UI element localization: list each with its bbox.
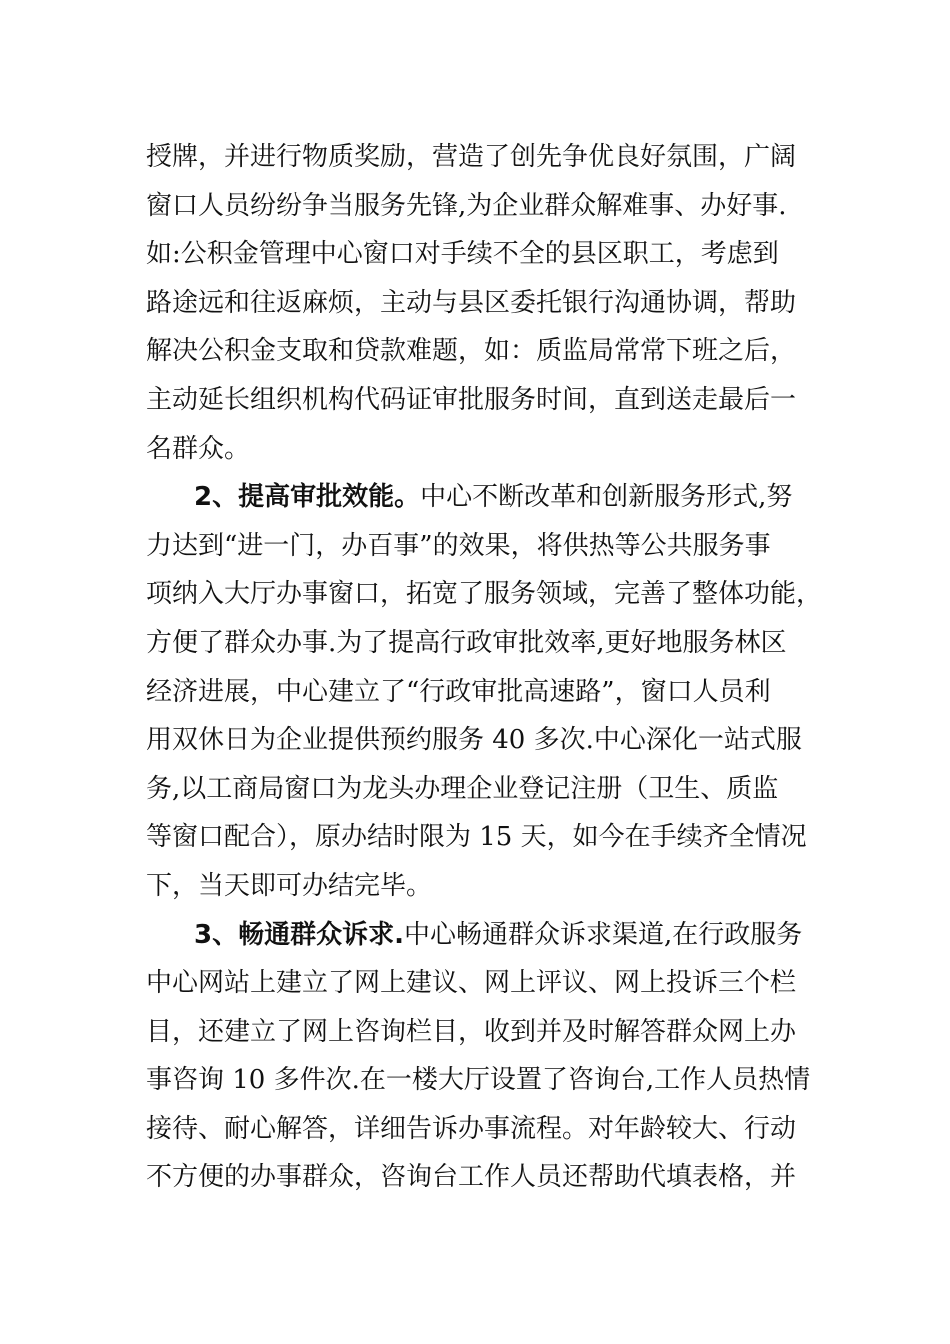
section-2-first-line: [146, 473, 811, 522]
paragraph-line: 务,以工商局窗口为龙头办理企业登记注册（卫生、质监: [146, 773, 779, 804]
paragraph-line: 力达到“进一门，办百事”的效果，将供热等公共服务事: [146, 530, 771, 561]
paragraph-line: 授牌，并进行物质奖励，营造了创先争优良好氛围，广阔: [146, 142, 797, 172]
paragraph-line: 不方便的办事群众，咨询台工作人员还帮助代填表格，并: [146, 1162, 797, 1193]
section-2-heading: 2、提高审批效能。: [194, 482, 421, 513]
paragraph-line: 事咨询 10 多件次.在一楼大厅设置了咨询台,工作人员热情: [146, 1065, 811, 1096]
paragraph-line: 解决公积金支取和贷款难题，如：质监局常常下班之后，: [146, 336, 797, 367]
section-3-heading: 3、畅通群众诉求.: [194, 919, 404, 950]
paragraph-line: 如:公积金管理中心窗口对手续不全的县区职工，考虑到: [146, 239, 779, 270]
paragraph-line: 方便了群众办事.为了提高行政审批效率,更好地服务林区: [146, 627, 787, 658]
paragraph-line: 接待、耐心解答，详细告诉办事流程。对年龄较大、行动: [146, 1113, 797, 1144]
paragraph-line: 窗口人员纷纷争当服务先锋,为企业群众解难事、办好事.: [146, 190, 787, 221]
paragraph-line: 目，还建立了网上咨询栏目，收到并及时解答群众网上办: [146, 1016, 797, 1047]
paragraph-line: 等窗口配合），原办结时限为 15 天，如今在手续齐全情况: [146, 822, 807, 853]
section-3-first-line: [146, 911, 811, 960]
paragraph-line: 主动延长组织机构代码证审批服务时间，直到送走最后一: [146, 384, 797, 415]
paragraph-line: 名群众。: [146, 433, 251, 464]
paragraph-line: 项纳入大厅办事窗口，拓宽了服务领域，完善了整体功能，: [146, 579, 823, 610]
paragraph-line: 经济进展，中心建立了“行政审批高速路”，窗口人员利: [146, 676, 771, 707]
document-body: [146, 133, 823, 1202]
section-3-first-line-text: 中心畅通群众诉求渠道,在行政服务: [403, 919, 803, 950]
paragraph-line: 下，当天即可办结完毕。: [146, 870, 433, 901]
paragraph-line: 中心网站上建立了网上建议、网上评议、网上投诉三个栏: [146, 968, 797, 999]
paragraph-line: 路途远和往返麻烦，主动与县区委托银行沟通协调，帮助: [146, 287, 797, 318]
paragraph-line: 用双休日为企业提供预约服务 40 多次.中心深化一站式服: [146, 725, 802, 756]
section-2-first-line-text: 中心不断改革和创新服务形式,努: [420, 482, 793, 513]
